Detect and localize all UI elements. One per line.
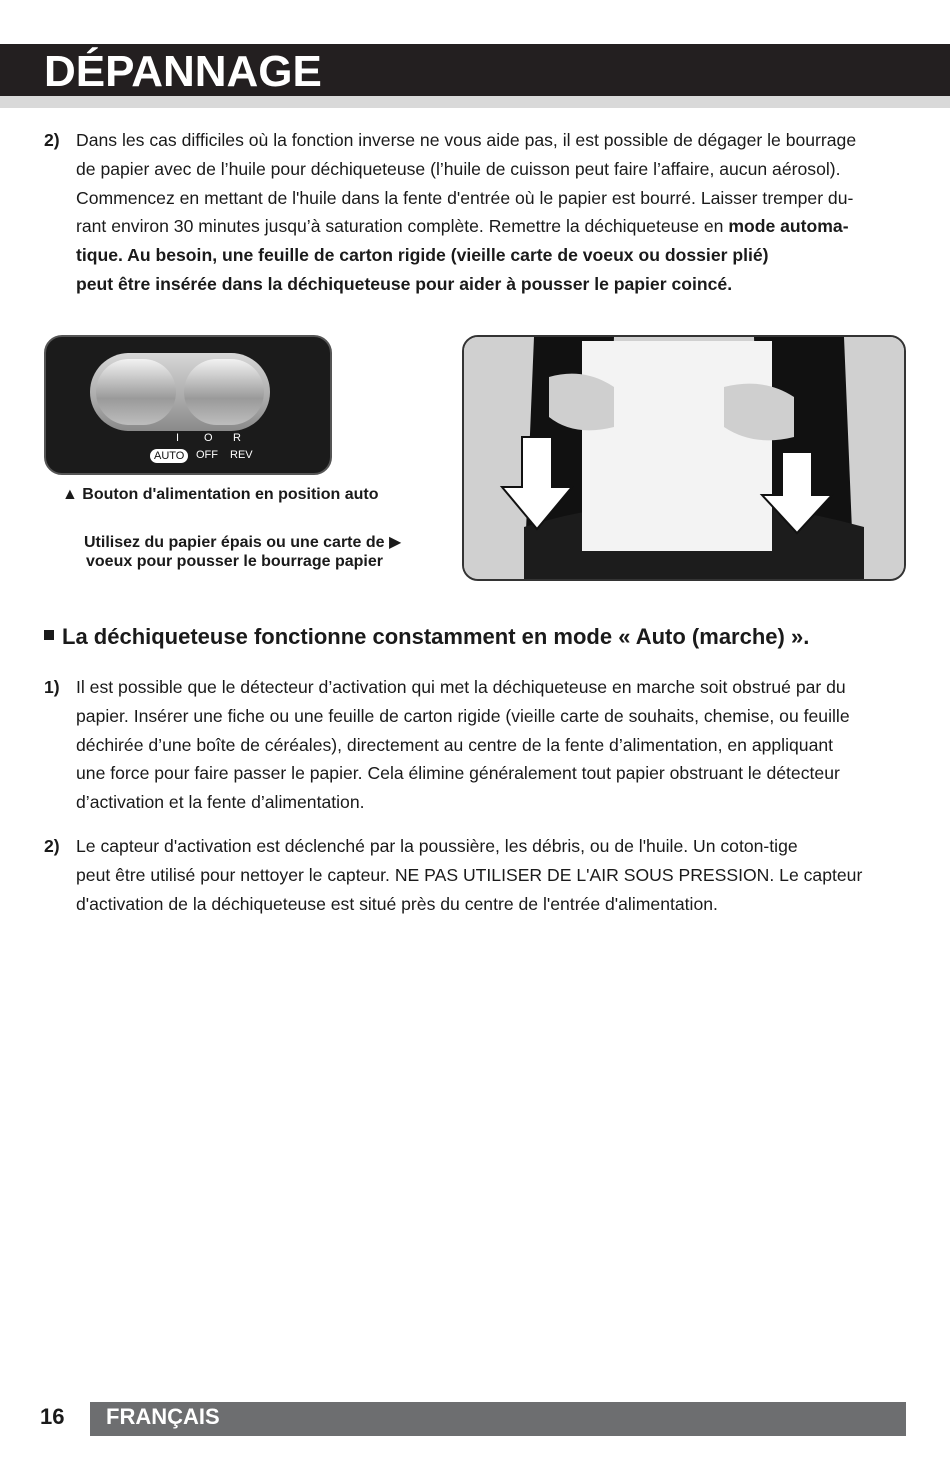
square-bullet-icon xyxy=(44,630,54,640)
switch-label-rev: REV xyxy=(230,449,253,461)
switch-label-o: O xyxy=(204,432,213,444)
feed-slot-graphic xyxy=(90,353,270,431)
item-number: 1) xyxy=(44,677,60,697)
switch-label-r: R xyxy=(233,432,241,444)
page-number: 16 xyxy=(40,1404,65,1429)
switch-label-off: OFF xyxy=(196,449,218,461)
caption-thick-paper-line1: Utilisez du papier épais ou une carte de ▶ xyxy=(84,534,402,551)
control-panel-image xyxy=(44,335,332,475)
switch-label-auto: AUTO xyxy=(150,449,188,463)
caption-power-auto: ▲ Bouton d'alimentation en position auto xyxy=(62,486,379,503)
paragraph-item-1: 1) Il est possible que le détecteur d’activation qui met la déchiqueteuse en marche soit obstrué par du papier. Insérer une fiche ou une feuille de carton rigide (vieille carte de souhaits, chemise, ou feuille déchirée d’une boîte de céréales), directement au centre de la fente d’alimentation, en appliquant une force pour faire passer le papier. Cela élimine généralement tout papier obstruant le détecteur d’activation et la fente d’alimentation. xyxy=(44,673,906,817)
paragraph-item-2-top: 2) Dans les cas difficiles où la fonction inverse ne vous aide pas, il est possible de dégager le bourrage de papier avec de l’huile pour déchiqueteuse (l’huile de cuisson peut faire l’affaire, aucun aérosol). Commencez en mettant de l'huile dans la fente d'entrée où le papier est bourré. Laisser tremper du- rant environ 30 minutes jusqu’à saturation complète. Remettre la déchiqueteuse en mode automa- tique. Au besoin, une feuille de carton rigide (vieille carte de voeux ou dossier plié) peut être insérée dans la déchiqueteuse pour aider à pousser le papier coincé. xyxy=(44,126,906,299)
paragraph-item-2-bottom: 2) Le capteur d'activation est déclenché par la poussière, les débris, ou de l'huile. Un coton-tige peut être utilisé pour nettoyer le capteur. NE PAS UTILISER DE L'AIR SOUS PRESSION. Le capteur d'activation de la déchiqueteuse est situé près du centre de l'entrée d'alimentation. xyxy=(44,832,906,918)
section-heading: La déchiqueteuse fonctionne constamment en mode « Auto (marche) ». xyxy=(44,624,809,650)
page-title: DÉPANNAGE xyxy=(44,47,322,96)
switch-label-i: I xyxy=(176,432,180,444)
caption-thick-paper-line2: voeux pour pousser le bourrage papier xyxy=(86,553,383,570)
item-number: 2) xyxy=(44,836,60,856)
item-number: 2) xyxy=(44,130,60,150)
shredder-photo xyxy=(462,335,906,581)
footer-language: FRANÇAIS xyxy=(106,1404,220,1429)
